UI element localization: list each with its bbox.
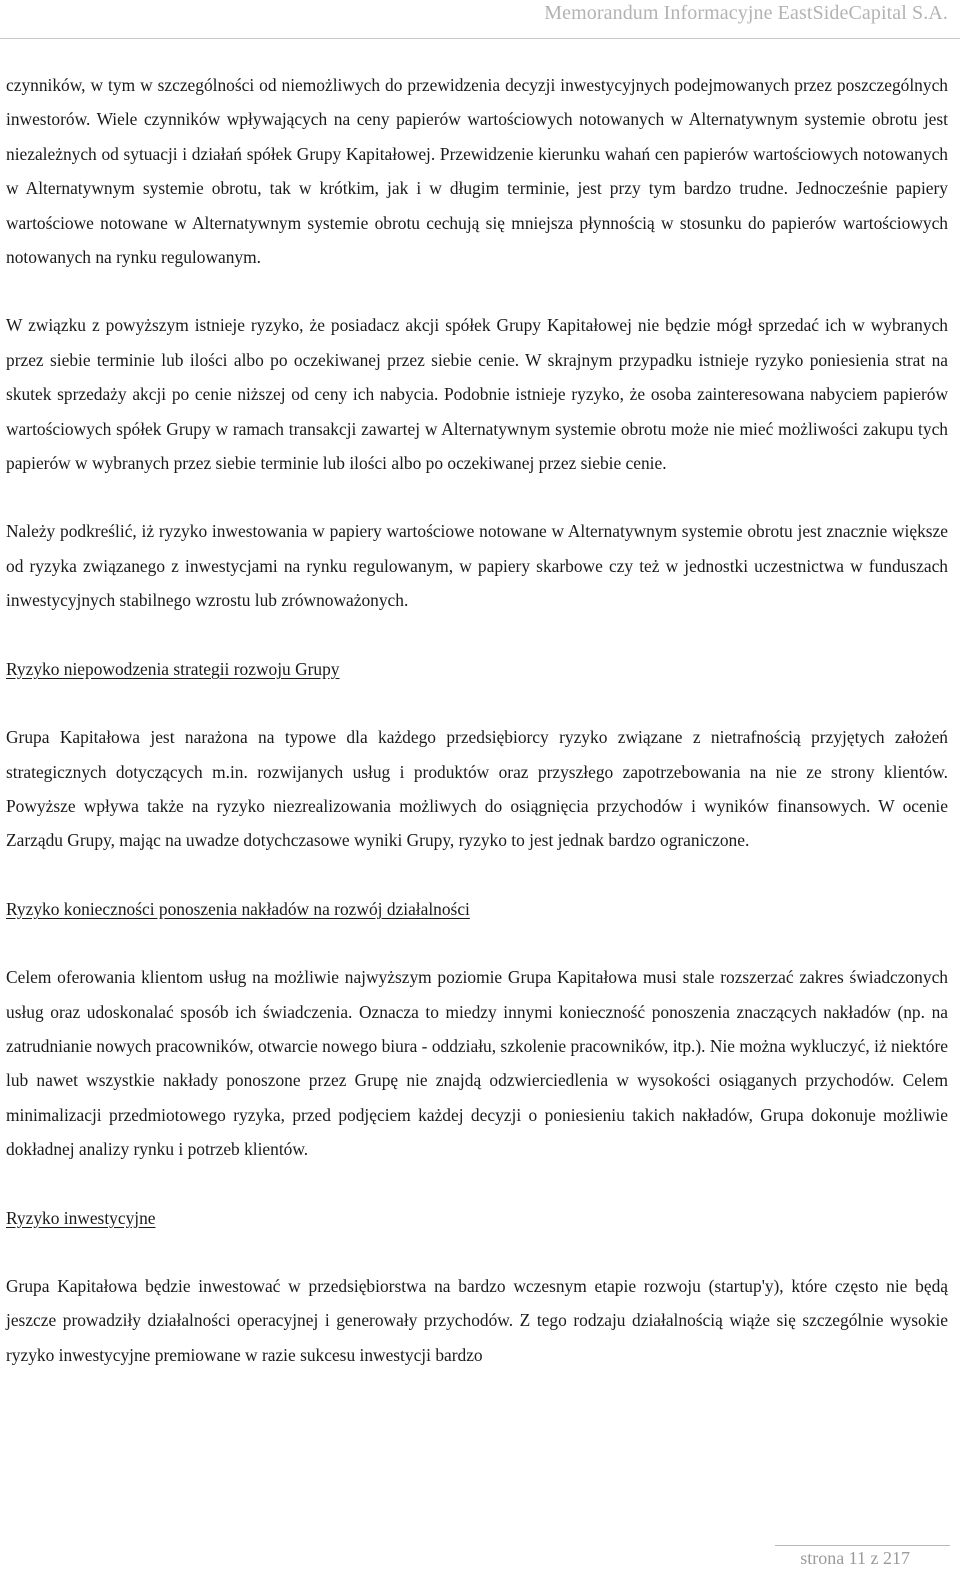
paragraph-spacer: [6, 1235, 948, 1269]
paragraph-spacer: [6, 274, 948, 308]
paragraph-spacer: [6, 686, 948, 720]
paragraph-expenditure-risk: Celem oferowania klientom usług na możliwie najwyższym poziomie Grupa Kapitałowa musi stale rozszerzać zakres świadczonych usług oraz udoskonalać sposób ich świadczenia. Oznacza to miedzy innymi konieczność ponoszenia znaczących nakładów (np. na zatrudnianie nowych pracowników, otwarcie nowego biura - oddziału, szkolenie pracowników, itp.). Nie można wykluczyć, iż niektóre lub nawet wszystkie nakłady ponoszone przez Grupę nie znajdą odzwierciedlenia w wysokości osiąganych przychodów. Celem minimalizacji przedmiotowego ryzyka, przed podjęciem każdej decyzji o poniesieniu takich nakładów, Grupa dokonuje możliwie dokładnej analizy rynku i potrzeb klientów.: [6, 967, 948, 1160]
section-heading-investment-risk: Ryzyko inwestycyjne: [6, 1207, 156, 1228]
paragraph-spacer: [6, 1167, 948, 1201]
paragraph-investment-risk: Grupa Kapitałowa będzie inwestować w przedsiębiorstwa na bardzo wczesnym etapie rozwoju (startup'y), które często nie będą jeszcze prowadziły działalności operacyjnej i generowały przychodów. Z tego rodzaju działalnością wiąże się szczególnie wysokie ryzyko inwestycyjne premiowane w razie sukcesu inwestycji bardzo: [6, 1275, 948, 1365]
paragraph-spacer: [6, 618, 948, 652]
section-heading-strategy-risk: Ryzyko niepowodzenia strategii rozwoju Grupy: [6, 658, 340, 679]
paragraph-strategy-risk: Grupa Kapitałowa jest narażona na typowe dla każdego przedsiębiorcy ryzyko związane z nietrafnością przyjętych założeń strategicznych dotyczących m.in. rozwijanych usług i produktów oraz przyszłego zapotrzebowania na nie ze strony klientów. Powyższe wpływa także na ryzyko niezrealizowania możliwych do osiągnięcia przychodów i wyników finansowych. W ocenie Zarządu Grupy, mając na uwadze dotychczasowe wyniki Grupy, ryzyko to jest jednak bardzo ograniczone.: [6, 727, 948, 851]
footer-divider: [775, 1545, 950, 1546]
paragraph-investment-risk-comparison: Należy podkreślić, iż ryzyko inwestowania w papiery wartościowe notowane w Alternatywnym systemie obrotu jest znacznie większe od ryzyka związanego z inwestycjami na rynku regulowanym, w papiery skarbowe czy też w jednostki uczestnictwa w funduszach inwestycyjnych stabilnego wzrostu lub zrównoważonych.: [6, 521, 948, 611]
paragraph-spacer: [6, 858, 948, 892]
paragraph-market-liquidity: czynników, w tym w szczególności od niemożliwych do przewidzenia decyzji inwestycyjnych podejmowanych przez poszczególnych inwestorów. Wiele czynników wpływających na ceny papierów wartościowych notowanych w Alternatywnym systemie obrotu jest niezależnych od sytuacji i działań spółek Grupy Kapitałowej. Przewidzenie kierunku wahań cen papierów wartościowych notowanych w Alternatywnym systemie obrotu, tak w krótkim, jak i w długim terminie, jest przy tym bardzo trudne. Jednocześnie papiery wartościowe notowane w Alternatywnym systemie obrotu cechują się mniejsza płynnością w stosunku do papierów wartościowych notowanych na rynku regulowanym.: [6, 75, 948, 268]
page-header-title: Memorandum Informacyjne EastSideCapital S.A.: [544, 2, 948, 24]
section-heading-expenditure-risk: Ryzyko konieczności ponoszenia nakładów na rozwój działalności: [6, 898, 470, 919]
document-body: [6, 68, 948, 1372]
page-number: strona 11 z 217: [800, 1548, 910, 1568]
paragraph-sale-risk: W związku z powyższym istnieje ryzyko, że posiadacz akcji spółek Grupy Kapitałowej nie będzie mógł sprzedać ich w wybranych przez siebie terminie lub ilości albo po oczekiwanej przez siebie cenie. W skrajnym przypadku istnieje ryzyko poniesienia strat na skutek sprzedaży akcji po cenie niższej od ceny ich nabycia. Podobnie istnieje ryzyko, że osoba zainteresowana nabyciem papierów wartościowych spółek Grupy w ramach transakcji zawartej w Alternatywnym systemie obrotu może nie mieć możliwości zakupu tych papierów w wybranych przez siebie terminie lub ilości albo po oczekiwanej przez siebie cenie.: [6, 315, 948, 474]
paragraph-spacer: [6, 926, 948, 960]
header-divider: [0, 38, 960, 39]
paragraph-spacer: [6, 480, 948, 514]
